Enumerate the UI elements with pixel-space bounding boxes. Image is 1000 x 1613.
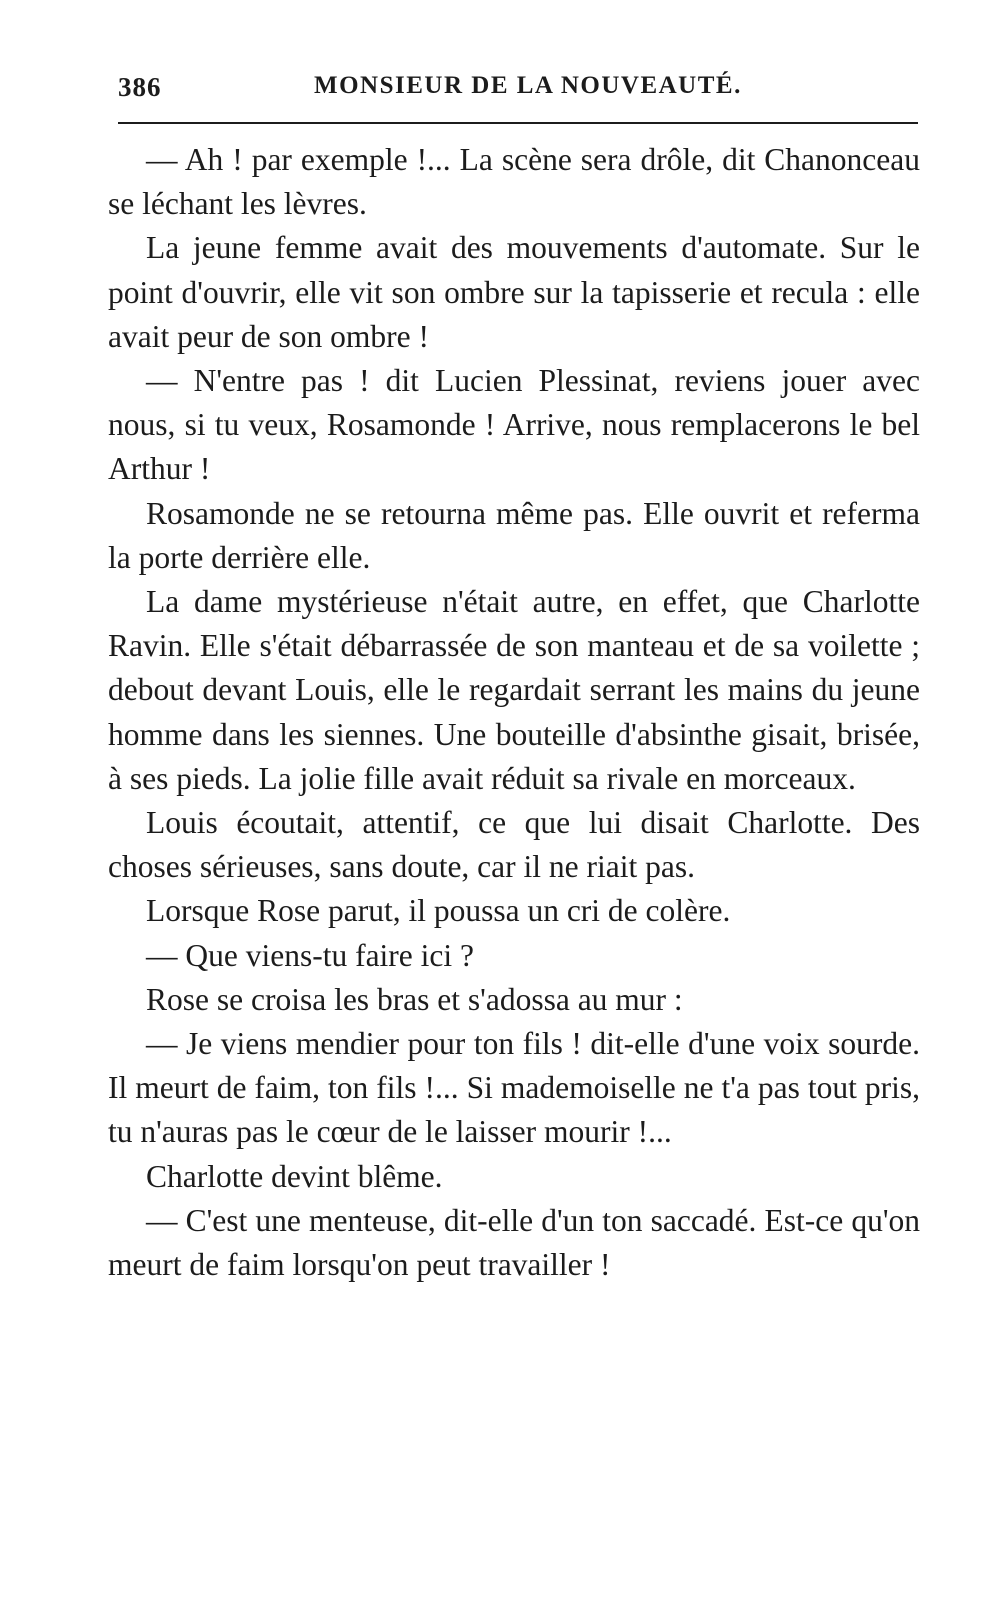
page-number: 386 [118, 72, 162, 102]
paragraph: — Ah ! par exemple !... La scène sera drôle, dit Chanonceau se léchant les lèvres. [108, 142, 920, 222]
paragraph: Rose se croisa les bras et s'adossa au mur : [146, 981, 683, 1017]
paragraph: Louis écoutait, attentif, ce que lui disait Charlotte. Des choses sérieuses, sans doute, car il ne riait pas. [108, 805, 920, 885]
paragraph: Charlotte devint blême. [146, 1158, 443, 1194]
body-text [108, 138, 920, 1287]
paragraph: — N'entre pas ! dit Lucien Plessinat, reviens jouer avec nous, si tu veux, Rosamonde ! Arrive, nous remplacerons le bel Arthur ! [108, 363, 920, 487]
paragraph: Lorsque Rose parut, il poussa un cri de colère. [146, 893, 731, 929]
paragraph: — Que viens-tu faire ici ? [146, 937, 474, 973]
page-header [118, 72, 918, 112]
paragraph: La dame mystérieuse n'était autre, en effet, que Charlotte Ravin. Elle s'était débarrassée de son manteau et de sa voilette ; debout devant Louis, elle le regardait serrant les mains du jeune homme dans les siennes. Une bouteille d'absinthe gisait, brisée, à ses pieds. La jolie fille avait réduit sa rivale en morceaux. [108, 584, 920, 796]
running-title: MONSIEUR DE LA NOUVEAUTÉ. [314, 72, 742, 99]
paragraph: — C'est une menteuse, dit-elle d'un ton saccadé. Est-ce qu'on meurt de faim lorsqu'on peut travailler ! [108, 1202, 920, 1283]
paragraph: — Je viens mendier pour ton fils ! dit-elle d'une voix sourde. Il meurt de faim, ton fils !... Si mademoiselle ne t'a pas tout pris, tu n'auras pas le cœur de le laisser mourir !... [108, 1026, 920, 1150]
header-rule [118, 122, 918, 124]
paragraph: La jeune femme avait des mouvements d'automate. Sur le point d'ouvrir, elle vit son ombre sur la tapisserie et recula : elle avait peur de son ombre ! [108, 230, 920, 354]
paragraph: Rosamonde ne se retourna même pas. Elle ouvrit et referma la porte derrière elle. [108, 495, 920, 575]
